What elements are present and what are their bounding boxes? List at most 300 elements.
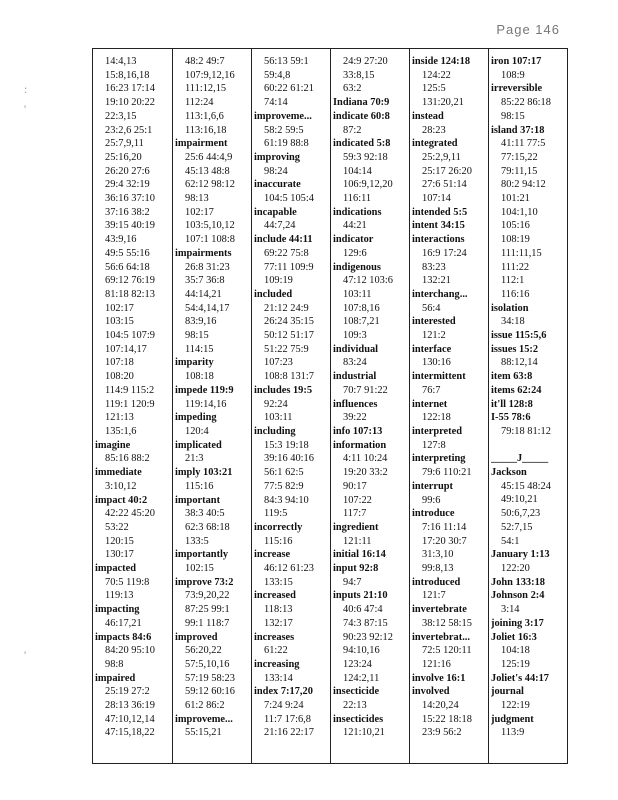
page-reference: 108:20 <box>105 371 134 383</box>
index-term: impacting <box>95 604 140 616</box>
index-term: Jackson <box>491 467 527 479</box>
page-reference: 112:24 <box>185 97 214 109</box>
page-reference: 28:13 36:19 <box>105 700 155 712</box>
page-reference: 132:21 <box>422 275 451 287</box>
page-reference: 125:19 <box>501 658 530 670</box>
page-reference: 116:11 <box>343 193 372 205</box>
index-term: impeding <box>175 412 217 424</box>
page-reference: 113:16,18 <box>185 124 227 136</box>
page-reference: 49:5 55:16 <box>105 247 150 259</box>
index-term: invertebrate <box>412 604 467 616</box>
index-column-1 <box>93 49 172 763</box>
page-reference: 50:12 51:17 <box>264 330 314 342</box>
page-reference: 74:14 <box>264 97 288 109</box>
page-reference: 118:13 <box>264 604 293 616</box>
page-reference: 63:2 <box>343 83 362 95</box>
index-term: increasing <box>254 658 300 670</box>
index-term: _____J_____ <box>491 453 549 465</box>
index-term: includes 19:5 <box>254 384 313 396</box>
page-reference: 25:17 26:20 <box>422 165 472 177</box>
page-reference: 106:9,12,20 <box>343 179 393 191</box>
page-reference: 21:12 24:9 <box>264 302 309 314</box>
index-term: I-55 78:6 <box>491 412 531 424</box>
index-term: increase <box>254 549 291 561</box>
index-term: interface <box>412 343 452 355</box>
page-reference: 19:10 20:22 <box>105 97 155 109</box>
page-reference: 80:2 94:12 <box>501 179 546 191</box>
page-reference: 107:18 <box>105 357 134 369</box>
page-reference: 104:14 <box>343 165 372 177</box>
page-reference: 107:14 <box>422 193 451 205</box>
page-reference: 47:12 103:6 <box>343 275 393 287</box>
page-reference: 79:11,15 <box>501 165 538 177</box>
page-reference: 87:2 <box>343 124 362 136</box>
index-term: importantly <box>175 549 229 561</box>
page-reference: 131:20,21 <box>422 97 464 109</box>
page-reference: 121:10,21 <box>343 727 385 739</box>
page-reference: 133:14 <box>264 672 293 684</box>
page-reference: 70:7 91:22 <box>343 384 388 396</box>
page-reference: 104:18 <box>501 645 530 657</box>
page-reference: 69:12 76:19 <box>105 275 155 287</box>
page-reference: 103:11 <box>264 412 293 424</box>
page-reference: 83:9,16 <box>185 316 217 328</box>
page-reference: 111:12,15 <box>185 83 227 95</box>
page-reference: 102:17 <box>185 206 214 218</box>
page-reference: 29:4 32:19 <box>105 179 150 191</box>
page-reference: 98:15 <box>501 110 525 122</box>
page-reference: 35:7 36:8 <box>185 275 225 287</box>
index-term: invertebrat... <box>412 631 470 643</box>
index-term: it'll 128:8 <box>491 398 533 410</box>
page-reference: 120:4 <box>185 425 209 437</box>
index-term: instead <box>412 110 444 122</box>
page-reference: 14:20,24 <box>422 700 459 712</box>
page-reference: 121:16 <box>422 658 451 670</box>
index-term: important <box>175 494 221 506</box>
index-term: indicator <box>333 234 374 246</box>
page-reference: 72:5 120:11 <box>422 645 472 657</box>
page-reference: 61:22 <box>264 645 288 657</box>
page-reference: 114:15 <box>185 343 214 355</box>
page-reference: 77:5 82:9 <box>264 480 304 492</box>
page-reference: 69:22 75:8 <box>264 247 309 259</box>
page-reference: 19:20 33:2 <box>343 467 388 479</box>
index-term: indigenous <box>333 261 381 273</box>
page-reference: 46:17,21 <box>105 617 142 629</box>
page-reference: 25:2,9,11 <box>422 151 461 163</box>
index-term: interpreting <box>412 453 466 465</box>
page-reference: 98:8 <box>105 658 124 670</box>
page-reference: 113:9 <box>501 727 525 739</box>
page-reference: 79:6 110:21 <box>422 467 472 479</box>
page-reference: 119:5 <box>264 508 288 520</box>
page-reference: 24:9 27:20 <box>343 56 388 67</box>
index-term: impact 40:2 <box>95 494 148 506</box>
page-reference: 109:3 <box>343 330 367 342</box>
page-reference: 130:17 <box>105 549 134 561</box>
page-reference: 122:20 <box>501 563 530 574</box>
spacer <box>491 439 567 453</box>
page-reference: 46:12 61:23 <box>264 563 314 575</box>
index-term: indicated 5:8 <box>333 138 391 150</box>
page-reference: 36:16 37:10 <box>105 193 155 205</box>
index-term: indications <box>333 206 382 218</box>
index-term: inaccurate <box>254 179 301 191</box>
page-reference: 135:1,6 <box>105 425 137 437</box>
page-reference: 121:2 <box>422 330 446 342</box>
page-reference: 7:16 11:14 <box>422 521 467 533</box>
page-reference: 103:15 <box>105 316 134 328</box>
page-reference: 60:22 61:21 <box>264 83 314 95</box>
page-reference: 120:15 <box>105 535 134 547</box>
page-reference: 98:15 <box>185 330 209 342</box>
page-reference: 103:11 <box>343 288 372 300</box>
page-reference: 107:23 <box>264 357 293 369</box>
page-reference: 108:8 131:7 <box>264 371 314 383</box>
index-term: item 63:8 <box>491 371 533 383</box>
page-reference: 57:5,10,16 <box>185 658 230 670</box>
index-term: initial 16:14 <box>333 549 386 561</box>
index-term: internet <box>412 398 448 410</box>
page-reference: 127:8 <box>422 439 446 451</box>
index-term: irreversible <box>491 83 543 95</box>
index-term: individual <box>333 343 379 355</box>
page-reference: 107:8,16 <box>343 302 380 314</box>
page-reference: 39:16 40:16 <box>264 453 314 465</box>
page-reference: 104:1,10 <box>501 206 538 218</box>
page-reference: 90:23 92:12 <box>343 631 393 643</box>
page-reference: 58:2 59:5 <box>264 124 304 136</box>
page-reference: 16:9 17:24 <box>422 247 467 259</box>
page-reference: 33:8,15 <box>343 69 375 81</box>
index-term: impairments <box>175 247 232 259</box>
page-reference: 109:19 <box>264 275 293 287</box>
index-term: indicate 60:8 <box>333 110 390 122</box>
index-term: intended 5:5 <box>412 206 468 218</box>
page-reference: 47:10,12,14 <box>105 713 155 725</box>
index-term: info 107:13 <box>333 425 383 437</box>
index-term: included <box>254 288 293 300</box>
page-reference: 121:7 <box>422 590 446 602</box>
page-reference: 84:3 94:10 <box>264 494 309 506</box>
page-reference: 107:9,12,16 <box>185 69 235 81</box>
page-reference: 108:9 <box>501 69 525 81</box>
index-term: items 62:24 <box>491 384 542 396</box>
index-term: island 37:18 <box>491 124 545 136</box>
index-term: Joliet's 44:17 <box>491 672 550 684</box>
index-term: imply 103:21 <box>175 467 233 479</box>
index-term: issues 15:2 <box>491 343 539 355</box>
index-term: introduced <box>412 576 461 588</box>
index-table <box>92 48 568 764</box>
page-reference: 21:3 <box>185 453 204 465</box>
page-reference: 102:15 <box>185 563 214 575</box>
page-label: Page 146 <box>496 22 560 37</box>
page-reference: 102:17 <box>105 302 134 314</box>
page-reference: 22:3,15 <box>105 110 137 122</box>
index-term: impairment <box>175 138 228 150</box>
page-reference: 3:10,12 <box>105 480 137 492</box>
page-reference: 15:22 18:18 <box>422 713 472 725</box>
index-term: improved <box>175 631 218 643</box>
index-term: industrial <box>333 371 377 383</box>
page-reference: 103:5,10,12 <box>185 220 235 232</box>
page-reference: 101:21 <box>501 193 530 205</box>
page-reference: 116:16 <box>501 288 530 300</box>
page-reference: 108:18 <box>185 371 214 383</box>
page-reference: 51:22 75:9 <box>264 343 309 355</box>
page-reference: 123:24 <box>343 658 372 670</box>
page-reference: 48:2 49:7 <box>185 56 225 67</box>
page-reference: 3:14 <box>501 604 520 616</box>
index-term: improving <box>254 151 300 163</box>
index-term: interested <box>412 316 456 328</box>
index-term: interchang... <box>412 288 468 300</box>
page-reference: 55:15,21 <box>185 727 222 739</box>
page-reference: 76:7 <box>422 384 441 396</box>
page-reference: 15:8,16,18 <box>105 69 150 81</box>
page-reference: 17:20 30:7 <box>422 535 467 547</box>
page-reference: 104:5 105:4 <box>264 193 314 205</box>
index-term: joining 3:17 <box>491 617 544 629</box>
page-reference: 122:18 <box>422 412 451 424</box>
page-reference: 77:11 109:9 <box>264 261 314 273</box>
page-reference: 62:12 98:12 <box>185 179 235 191</box>
page-reference: 11:7 17:6,8 <box>264 713 311 725</box>
page-reference: 26:24 35:15 <box>264 316 314 328</box>
page-reference: 108:19 <box>501 234 530 246</box>
page-reference: 44:14,21 <box>185 288 222 300</box>
index-column-2 <box>172 49 251 763</box>
page-reference: 62:3 68:18 <box>185 521 230 533</box>
page-reference: 121:11 <box>343 535 372 547</box>
index-term: iron 107:17 <box>491 56 542 67</box>
page-reference: 107:22 <box>343 494 372 506</box>
page-reference: 119:13 <box>105 590 134 602</box>
page-reference: 25:7,9,11 <box>105 138 144 150</box>
index-term: incorrectly <box>254 521 303 533</box>
page-reference: 56:1 62:5 <box>264 467 304 479</box>
page-reference: 111:22 <box>501 261 530 273</box>
page-reference: 54:4,14,17 <box>185 302 230 314</box>
page-reference: 88:12,14 <box>501 357 538 369</box>
page-reference: 124:22 <box>422 69 451 81</box>
page-reference: 39:15 40:19 <box>105 220 155 232</box>
page-reference: 85:22 86:18 <box>501 97 551 109</box>
page-reference: 121:13 <box>105 412 134 424</box>
page-reference: 99:8,13 <box>422 563 454 575</box>
index-term: index 7:17,20 <box>254 686 313 698</box>
index-term: Joliet 16:3 <box>491 631 537 643</box>
page-reference: 84:20 95:10 <box>105 645 155 657</box>
page-reference: 112:1 <box>501 275 525 287</box>
page-reference: 119:14,16 <box>185 398 227 410</box>
page-reference: 105:16 <box>501 220 530 232</box>
page-reference: 92:24 <box>264 398 288 410</box>
page-reference: 56:13 59:1 <box>264 56 309 67</box>
margin-mark: ' <box>24 102 27 116</box>
index-term: inputs 21:10 <box>333 590 388 602</box>
page-reference: 26:20 27:6 <box>105 165 150 177</box>
page-reference: 14:4,13 <box>105 56 137 67</box>
index-term: January 1:13 <box>491 549 550 561</box>
index-term: Johnson 2:4 <box>491 590 545 602</box>
page-reference: 130:16 <box>422 357 451 369</box>
index-term: ingredient <box>333 521 379 533</box>
index-term: interrupt <box>412 480 453 492</box>
page-reference: 79:18 81:12 <box>501 425 551 437</box>
page-reference: 132:17 <box>264 617 293 629</box>
page-reference: 87:25 99:1 <box>185 604 230 616</box>
page-reference: 107:14,17 <box>105 343 147 355</box>
index-term: impede 119:9 <box>175 384 234 396</box>
page-reference: 59:4,8 <box>264 69 291 81</box>
page-reference: 99:6 <box>422 494 441 506</box>
page-reference: 107:1 108:8 <box>185 234 235 246</box>
page-reference: 133:15 <box>264 576 293 588</box>
page-reference: 45:13 48:8 <box>185 165 230 177</box>
page-reference: 124:2,11 <box>343 672 380 684</box>
page-reference: 7:24 9:24 <box>264 700 304 712</box>
page-reference: 16:23 17:14 <box>105 83 155 95</box>
page-reference: 43:9,16 <box>105 234 137 246</box>
page-reference: 81:18 82:13 <box>105 288 155 300</box>
page-reference: 49:10,21 <box>501 494 538 506</box>
page-reference: 85:16 88:2 <box>105 453 150 465</box>
index-term: information <box>333 439 387 451</box>
page-reference: 40:6 47:4 <box>343 604 383 616</box>
index-term: implicated <box>175 439 222 451</box>
index-term: input 92:8 <box>333 563 379 575</box>
margin-mark: ' <box>24 648 27 662</box>
index-term: improveme... <box>254 110 312 122</box>
page-reference: 28:23 <box>422 124 446 136</box>
index-term: John 133:18 <box>491 576 545 588</box>
index-column-4 <box>330 49 409 763</box>
index-term: intermittent <box>412 371 466 383</box>
index-term: interpreted <box>412 425 463 437</box>
page-reference: 56:20,22 <box>185 645 222 657</box>
page-reference: 44:21 <box>343 220 367 232</box>
index-term: inside 124:18 <box>412 56 471 67</box>
page-reference: 104:5 107:9 <box>105 330 155 342</box>
index-term: judgment <box>491 713 534 725</box>
page-reference: 50:6,7,23 <box>501 508 541 520</box>
index-term: influences <box>333 398 378 410</box>
page-reference: 25:19 27:2 <box>105 686 150 698</box>
page-reference: 98:24 <box>264 165 288 177</box>
page-reference: 47:15,18,22 <box>105 727 155 739</box>
page-reference: 108:7,21 <box>343 316 380 328</box>
index-term: journal <box>491 686 524 698</box>
page-reference: 129:6 <box>343 247 367 259</box>
page-reference: 22:13 <box>343 700 367 712</box>
page-reference: 31:3,10 <box>422 549 454 561</box>
index-term: introduce <box>412 508 455 520</box>
page-reference: 52:7,15 <box>501 521 533 533</box>
page-reference: 114:9 115:2 <box>105 384 155 396</box>
index-term: include 44:11 <box>254 234 313 246</box>
page-reference: 38:12 58:15 <box>422 617 472 629</box>
page-reference: 44:7,24 <box>264 220 296 232</box>
page-reference: 111:11,15 <box>501 247 542 259</box>
index-term: impaired <box>95 672 136 684</box>
page-reference: 61:2 86:2 <box>185 700 225 712</box>
index-term: imagine <box>95 439 131 451</box>
page-reference: 54:1 <box>501 535 520 547</box>
index-term: increases <box>254 631 295 643</box>
page-reference: 117:7 <box>343 508 367 520</box>
page-reference: 42:22 45:20 <box>105 508 155 520</box>
page-reference: 99:1 118:7 <box>185 617 230 629</box>
page-reference: 90:17 <box>343 480 367 492</box>
page-reference: 21:16 22:17 <box>264 727 314 739</box>
index-term: impacted <box>95 563 136 575</box>
page-reference: 73:9,20,22 <box>185 590 230 602</box>
page-reference: 94:7 <box>343 576 362 588</box>
page-reference: 59:3 92:18 <box>343 151 388 163</box>
page-reference: 115:16 <box>264 535 293 547</box>
page-reference: 41:11 77:5 <box>501 138 546 150</box>
index-term: immediate <box>95 467 142 479</box>
index-term: insecticide <box>333 686 380 698</box>
page-reference: 56:6 64:18 <box>105 261 150 273</box>
index-term: impacts 84:6 <box>95 631 152 643</box>
index-term: improveme... <box>175 713 233 725</box>
page-reference: 61:19 88:8 <box>264 138 309 150</box>
page-reference: 119:1 120:9 <box>105 398 155 410</box>
index-term: issue 115:5,6 <box>491 330 547 342</box>
page-reference: 53:22 <box>105 521 129 533</box>
page-reference: 133:5 <box>185 535 209 547</box>
page-reference: 38:3 40:5 <box>185 508 225 520</box>
page-reference: 25:6 44:4,9 <box>185 151 233 163</box>
index-term: increased <box>254 590 296 602</box>
page-reference: 56:4 <box>422 302 441 314</box>
page-reference: 74:3 87:15 <box>343 617 388 629</box>
index-term: involved <box>412 686 450 698</box>
page-reference: 113:1,6,6 <box>185 110 224 122</box>
index-term: intent 34:15 <box>412 220 465 232</box>
index-term: including <box>254 425 296 437</box>
index-term: isolation <box>491 302 529 314</box>
page-reference: 57:19 58:23 <box>185 672 235 684</box>
index-term: integrated <box>412 138 458 150</box>
index-term: involve 16:1 <box>412 672 466 684</box>
page-reference: 77:15,22 <box>501 151 538 163</box>
page-reference: 23:2,6 25:1 <box>105 124 153 136</box>
index-term: improve 73:2 <box>175 576 234 588</box>
index-term: imparity <box>175 357 214 369</box>
page-reference: 45:15 48:24 <box>501 480 551 492</box>
page-reference: 83:23 <box>422 261 446 273</box>
page-reference: 83:24 <box>343 357 367 369</box>
page-reference: 37:16 38:2 <box>105 206 150 218</box>
page-reference: 26:8 31:23 <box>185 261 230 273</box>
page-reference: 94:10,16 <box>343 645 380 657</box>
page-reference: 115:16 <box>185 480 214 492</box>
page-reference: 27:6 51:14 <box>422 179 467 191</box>
index-column-6 <box>488 49 567 763</box>
page-reference: 122:19 <box>501 700 530 712</box>
page-reference: 34:18 <box>501 316 525 328</box>
index-term: insecticides <box>333 713 384 725</box>
page-reference: 23:9 56:2 <box>422 727 462 739</box>
page-reference: 70:5 119:8 <box>105 576 150 588</box>
index-term: Indiana 70:9 <box>333 97 390 109</box>
index-term: incapable <box>254 206 297 218</box>
